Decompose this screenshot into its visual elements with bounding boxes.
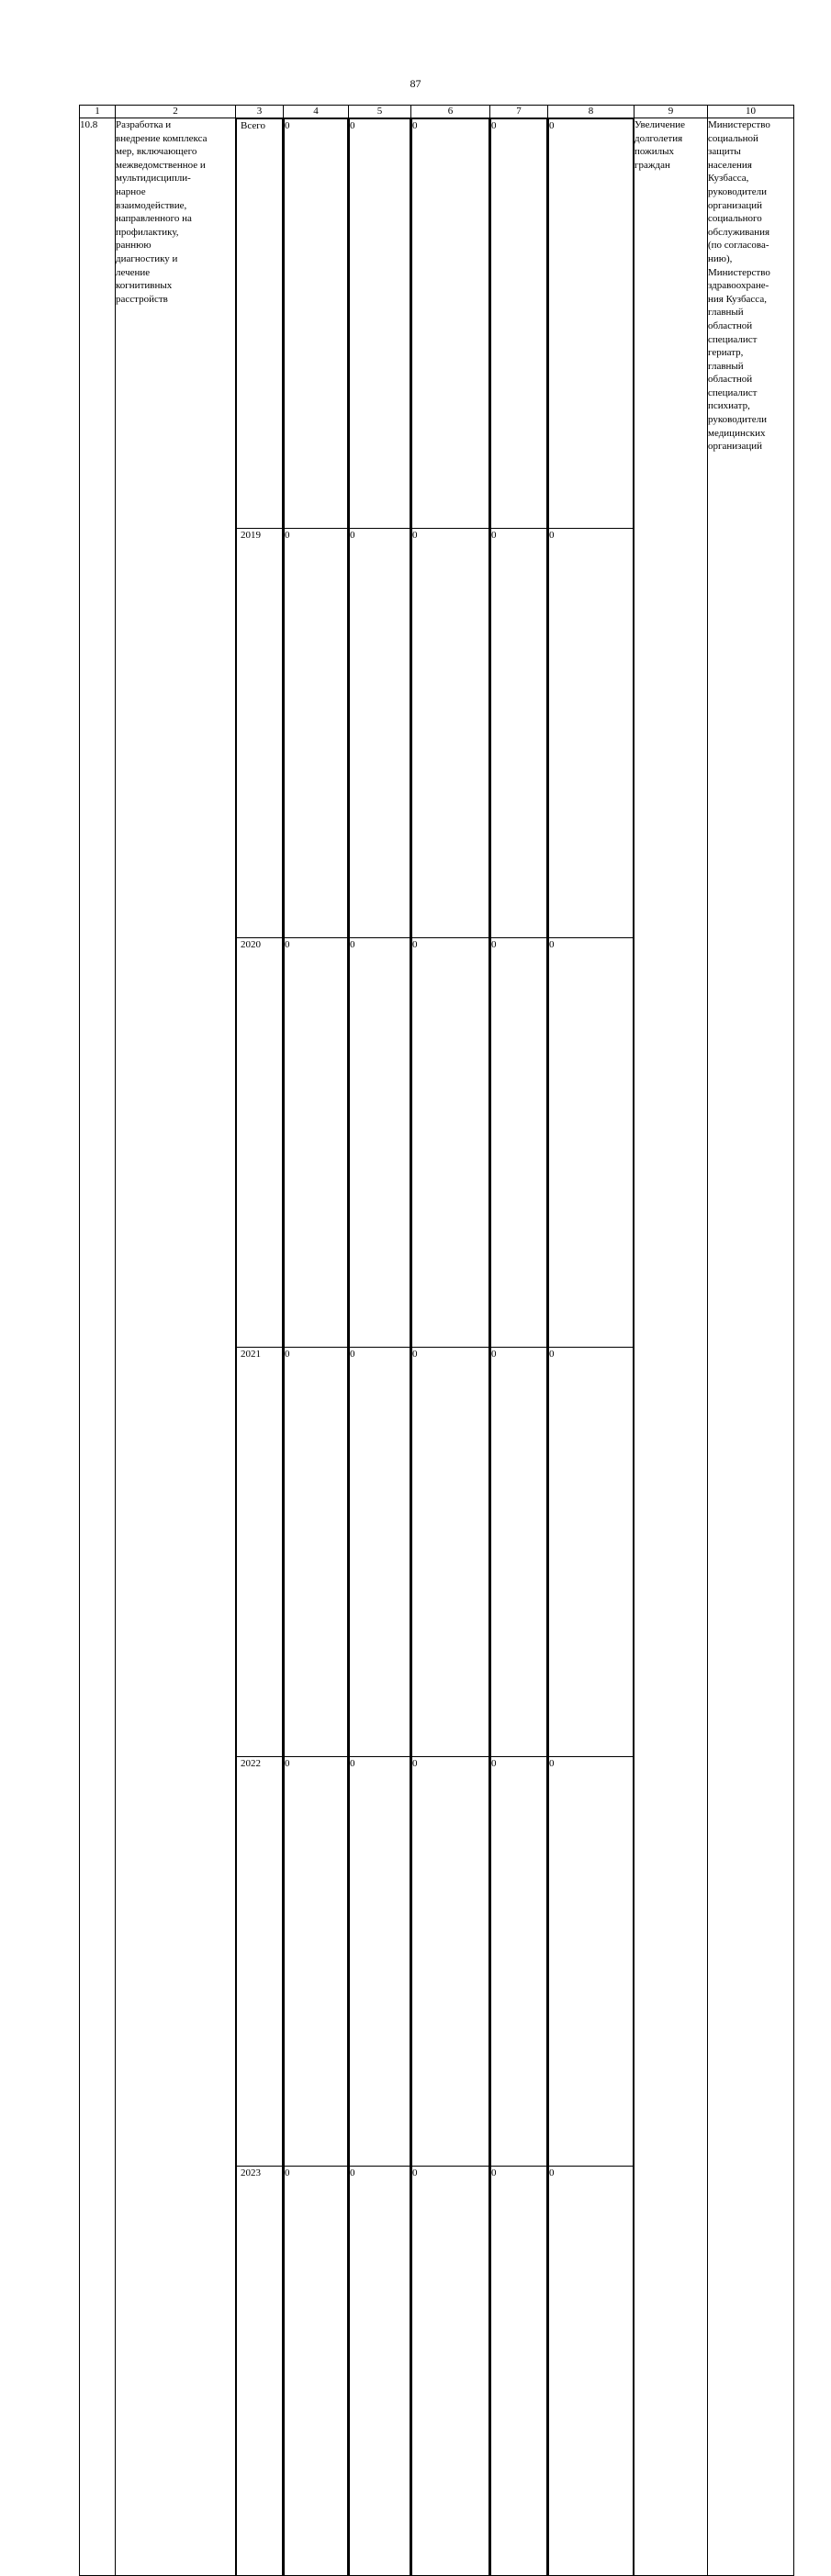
col5-value: 0: [350, 119, 410, 529]
col8-value: 0: [549, 938, 634, 1348]
col8-value: 0: [549, 2167, 634, 2576]
col4-value: 0: [285, 1348, 348, 1757]
col6-values: [411, 118, 489, 2575]
col5-value: 0: [350, 2167, 410, 2576]
col4-values: [284, 118, 348, 2575]
period-2023: 2023: [237, 2167, 283, 2576]
header-col-4: 4: [284, 106, 349, 118]
col6-value: 0: [412, 2167, 489, 2576]
table-row: [80, 118, 794, 2576]
periods-list: [236, 118, 283, 2575]
header-col-9: 9: [634, 106, 708, 118]
col7-value: 0: [491, 1757, 547, 2167]
col7-value: 0: [491, 1348, 547, 1757]
col4-value: 0: [285, 938, 348, 1348]
col4-value: 0: [285, 529, 348, 938]
period-2022: 2022: [237, 1757, 283, 2167]
col4-value: 0: [285, 1757, 348, 2167]
col7-value: 0: [491, 119, 547, 529]
col8-value: 0: [549, 1348, 634, 1757]
col4-cell: [284, 118, 349, 2576]
col5-cell: [349, 118, 411, 2576]
expected-result: Увеличение долголетия пожилых граждан: [634, 118, 708, 2576]
col5-value: 0: [350, 938, 410, 1348]
header-col-3: 3: [236, 106, 284, 118]
measures-table: [79, 105, 794, 2576]
col6-value: 0: [412, 529, 489, 938]
page-number: 87: [410, 77, 421, 90]
col7-value: 0: [491, 2167, 547, 2576]
col6-cell: [411, 118, 490, 2576]
col8-value: 0: [549, 1757, 634, 2167]
col7-value: 0: [491, 938, 547, 1348]
col8-values: [548, 118, 634, 2575]
row-number: 10.8: [80, 118, 116, 2576]
header-col-7: 7: [490, 106, 548, 118]
header-row: [80, 106, 794, 118]
col6-value: 0: [412, 938, 489, 1348]
col5-values: [349, 118, 410, 2575]
row-description: Разработка и внедрение комплекса мер, включающего межведомственное и мультидисципли- нарное взаимодействие, направленного на профилактику, раннюю диагностику и лечение когнитивных расстройств: [116, 118, 236, 2576]
header-col-2: 2: [116, 106, 236, 118]
col7-cell: [490, 118, 548, 2576]
periods-cell: [236, 118, 284, 2576]
col4-value: 0: [285, 119, 348, 529]
col6-value: 0: [412, 1348, 489, 1757]
col6-value: 0: [412, 1757, 489, 2167]
col5-value: 0: [350, 529, 410, 938]
col5-value: 0: [350, 1348, 410, 1757]
col8-value: 0: [549, 529, 634, 938]
col8-cell: [548, 118, 634, 2576]
col7-values: [490, 118, 547, 2575]
col8-value: 0: [549, 119, 634, 529]
period-2019: 2019: [237, 529, 283, 938]
executors: Министерство социальной защиты населения Кузбасса, руководители организаций социального обслуживания (по согласова- нию), Министерство здравоохране- ния Кузбасса, главный областной специалист гериатр, главный областной специалист психиатр, руководители медицинских организаций: [708, 118, 794, 2576]
header-col-5: 5: [349, 106, 411, 118]
header-col-10: 10: [708, 106, 794, 118]
header-col-6: 6: [411, 106, 490, 118]
header-col-1: 1: [80, 106, 116, 118]
col7-value: 0: [491, 529, 547, 938]
header-col-8: 8: [548, 106, 634, 118]
period-2021: 2021: [237, 1348, 283, 1757]
period-total: Всего: [237, 119, 283, 529]
col4-value: 0: [285, 2167, 348, 2576]
period-2020: 2020: [237, 938, 283, 1348]
col5-value: 0: [350, 1757, 410, 2167]
col6-value: 0: [412, 119, 489, 529]
